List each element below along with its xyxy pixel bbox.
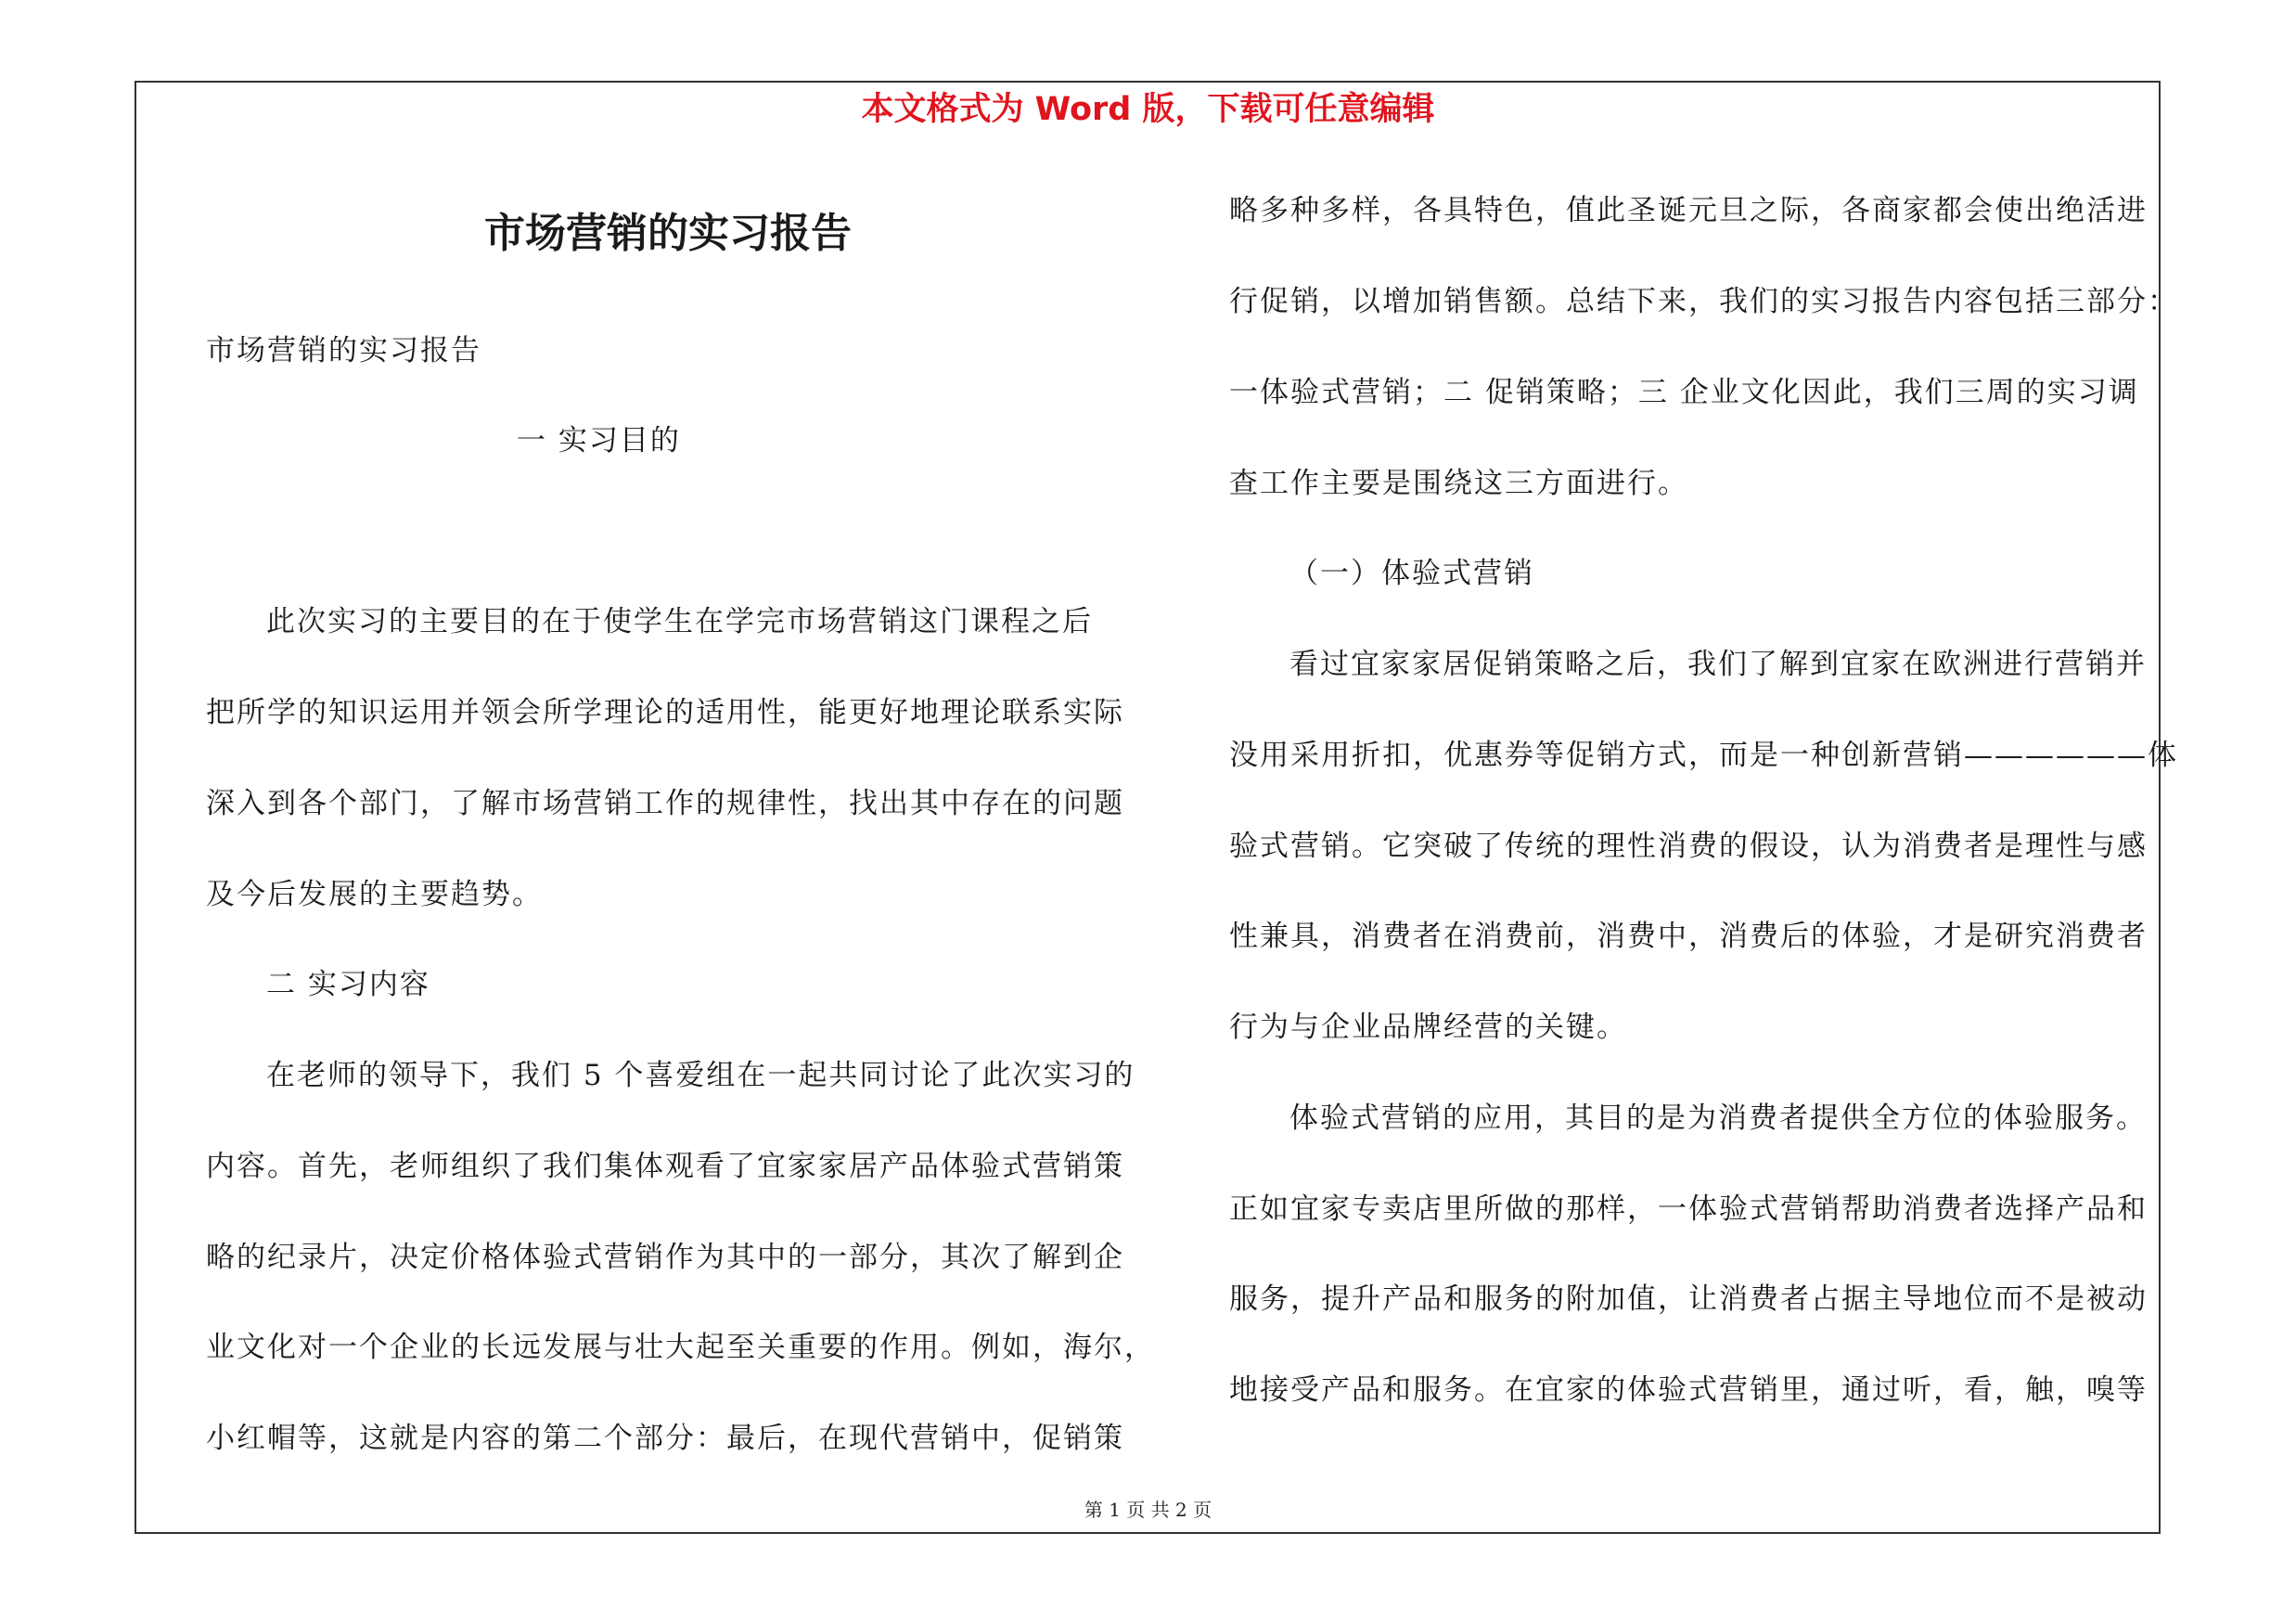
right-column	[1229, 0, 2178, 1623]
paragraph-line: 内容。首先，老师组织了我们集体观看了宜家家居产品体验式营销策	[206, 1150, 1124, 1183]
paragraph-line: 没用采用折扣，优惠券等促销方式，而是一种创新营销——————体	[1229, 739, 2178, 772]
paragraph-line: 深入到各个部门，了解市场营销工作的规律性，找出其中存在的问题	[206, 787, 1124, 820]
paragraph-line: 业文化对一个企业的长远发展与壮大起至关重要的作用。例如，海尔，	[206, 1331, 1155, 1364]
document-title: 市场营销的实习报告	[484, 210, 852, 257]
paragraph-line: 验式营销。它突破了传统的理性消费的假设，认为消费者是理性与感	[1229, 830, 2148, 863]
paragraph-line: 行促销，以增加销售额。总结下来，我们的实习报告内容包括三部分：	[1229, 285, 2178, 318]
paragraph-line: 性兼具，消费者在消费前，消费中，消费后的体验，才是研究消费者	[1229, 920, 2148, 953]
subsection-heading-experiential: （一）体验式营销	[1289, 557, 1534, 590]
paragraph-line: 服务，提升产品和服务的附加值，让消费者占据主导地位而不是被动	[1229, 1282, 2148, 1316]
paragraph-line: 略的纪录片，决定价格体验式营销作为其中的一部分，其次了解到企	[206, 1241, 1124, 1274]
paragraph-line: 把所学的知识运用并领会所学理论的适用性，能更好地理论联系实际	[206, 696, 1124, 729]
paragraph-line: 小红帽等，这就是内容的第二个部分：最后，在现代营销中，促销策	[206, 1422, 1124, 1455]
paragraph-line: 一体验式营销；二 促销策略；三 企业文化因此，我们三周的实习调	[1229, 376, 2139, 409]
paragraph-line: 及今后发展的主要趋势。	[206, 878, 543, 911]
section-heading-purpose: 一 实习目的	[517, 424, 681, 457]
word-format-banner: 本文格式为 Word 版，下载可任意编辑	[861, 91, 1435, 128]
paragraph-line: 看过宜家家居促销策略之后，我们了解到宜家在欧洲进行营销并	[1289, 648, 2147, 681]
paragraph-line: 此次实习的主要目的在于使学生在学完市场营销这门课程之后	[266, 605, 1093, 638]
paragraph-line: 体验式营销的应用，其目的是为消费者提供全方位的体验服务。	[1289, 1101, 2147, 1135]
paragraph-line: 正如宜家专卖店里所做的那样，一体验式营销帮助消费者选择产品和	[1229, 1192, 2148, 1226]
subtitle-line: 市场营销的实习报告	[206, 334, 481, 367]
paragraph-line: 略多种多样，各具特色，值此圣诞元旦之际，各商家都会使出绝活进	[1229, 194, 2148, 227]
paragraph-line: 查工作主要是围绕这三方面进行。	[1229, 467, 1688, 500]
page-number: 第 1 页 共 2 页	[1084, 1499, 1212, 1521]
paragraph-line: 在老师的领导下，我们 5 个喜爱组在一起共同讨论了此次实习的	[266, 1059, 1135, 1092]
section-heading-content: 二 实习内容	[266, 968, 430, 1001]
paragraph-line: 地接受产品和服务。在宜家的体验式营销里，通过听，看，触，嗅等	[1229, 1373, 2148, 1407]
paragraph-line: 行为与企业品牌经营的关键。	[1229, 1011, 1627, 1044]
